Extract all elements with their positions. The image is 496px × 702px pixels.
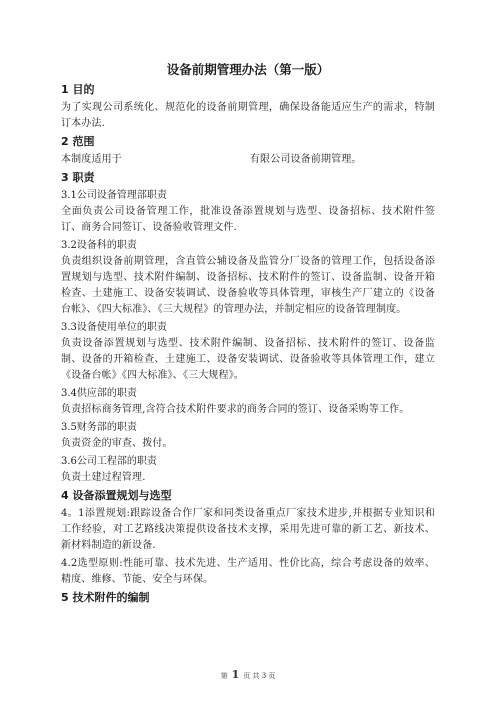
duty-3-1-text: 全面负责公司设备管理工作，批准设备添置规划与选型、设备招标、技术附件签订、商务合同签订、设备验收管理文件. (61, 206, 435, 233)
duty-3-3-label: 3.3设备使用单位的职责 (61, 322, 167, 333)
footer-mid: 页 共 (243, 672, 260, 680)
duty-3-4-label: 3.4供应部的职责 (61, 388, 137, 399)
duty-3-3-text: 负责设备添置规划与选型、技术附件编制、设备招标、技术附件的签订、设备监制、设备的开箱检查、土建施工、设备安装调试、设备验收等具体管理工作，建立《设备台帐》《四大标准》、《三大规程》。 (61, 338, 435, 381)
duty-3-4-text: 负责招标商务管理,含符合技术附件要求的商务合同的签订、设备采购等工作。 (61, 404, 410, 415)
section-2-heading: 2 范围 (61, 135, 95, 148)
duty-3-6-label: 3.6公司工程部的职责 (61, 456, 157, 467)
scope-text-start: 本制度适用于 (61, 154, 122, 165)
duty-3-6-text: 负责土建过程管理. (61, 472, 146, 483)
section-4-2-text: 4.2选型原则:性能可靠、技术先进、生产适用、性价比高，综合考虑设备的效率、精度、维修、节能、安全与环保。 (61, 558, 435, 585)
section-5-heading: 5 技术附件的编制 (61, 591, 150, 604)
page-number: 1 (231, 668, 240, 681)
section-3-heading: 3 职责 (61, 171, 95, 184)
scope-text-end: 有限公司设备前期管理。 (249, 154, 362, 165)
footer-suffix: 页 (268, 672, 276, 680)
section-2-body (61, 152, 435, 168)
duty-3-1-label: 3.1公司设备管理部职责 (61, 190, 167, 201)
section-1-heading: 1 目的 (61, 83, 95, 96)
duty-3-5-text: 负责资金的审查、拨付。 (61, 438, 173, 449)
duty-3-2-text: 负责组织设备前期管理，含直管公辅设备及监管分厂设备的管理工作，包括设备添置规划与选型、技术附件编制、设备招标、技术附件的签订、设备监制、设备开箱检查、土建施工、设备安装调试、设备验收等具体管理，审核生产厂建立的《设备台帐》、《四大标准》、《三大规程》的管理办法，并制定相应的设备管理制度。 (61, 256, 435, 315)
footer-prefix: 第 (220, 672, 228, 680)
document-body (61, 61, 435, 608)
duty-3-2-label: 3.2设备科的职责 (61, 240, 137, 251)
section-4-1-text: 4。1添置规划:跟踪设备合作厂家和同类设备重点厂家技术进步,并根据专业知识和工作经验，对工艺路线决策提供设备技术支撑，采用先进可靠的新工艺、新技术、新材料制造的新设备. (61, 508, 435, 551)
section-4-heading: 4 设备添置规划与选型 (61, 489, 172, 502)
duty-3-5-label: 3.5财务部的职责 (61, 422, 137, 433)
page-total: 3 (261, 672, 267, 680)
section-1-body: 为了实现公司系统化、规范化的设备前期管理，确保设备能适应生产的需求，特制订本办法. (61, 102, 435, 129)
page-footer (0, 669, 496, 682)
document-title: 设备前期管理办法（第一版） (166, 62, 330, 77)
